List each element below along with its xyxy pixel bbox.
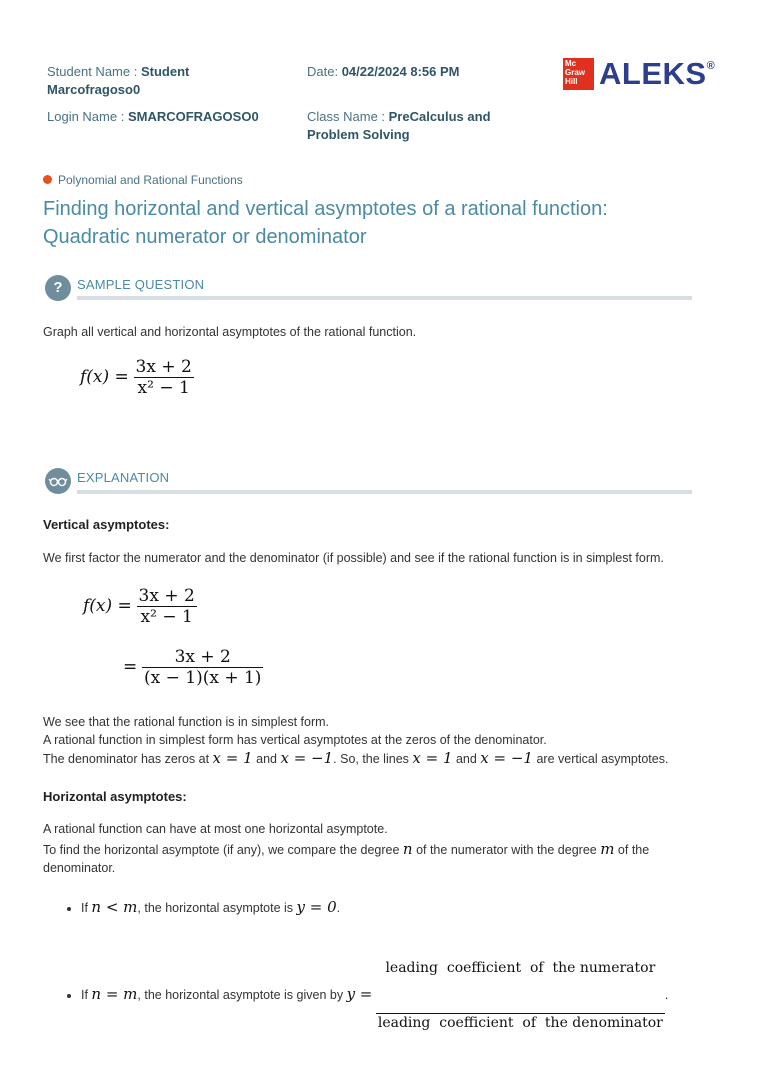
text-span: , the horizontal asymptote is: [137, 901, 297, 915]
text-span: To find the horizontal asymptote (if any), we compare the degree: [43, 843, 403, 857]
horizontal-heading: Horizontal asymptotes:: [43, 789, 187, 804]
equation-equals: =: [123, 656, 138, 677]
equation-numerator: 3x + 2: [138, 586, 195, 606]
text-span: and: [252, 752, 281, 766]
math-expression: m: [600, 840, 615, 858]
aleks-logo: [599, 56, 715, 92]
explanation-paragraph: [43, 713, 743, 768]
logo-line: Hill: [565, 77, 578, 86]
math-expression: n < m: [91, 898, 138, 916]
equation-lhs: f(x) =: [83, 595, 132, 616]
student-name: [47, 63, 277, 99]
vertical-heading: Vertical asymptotes:: [43, 517, 170, 532]
fraction-numerator: leading coefficient of the numerator: [385, 960, 656, 976]
login-name: [47, 108, 297, 126]
degree-compare-text: [43, 840, 723, 877]
section-divider: [77, 490, 692, 494]
logo-line: Graw: [565, 68, 586, 77]
equation-lhs: f(x) =: [80, 366, 129, 387]
factor-equation-2: [123, 647, 263, 688]
rules-list: [63, 898, 753, 1074]
math-expression: y =: [346, 984, 373, 1003]
equation-fraction: [134, 357, 194, 398]
topic-dot-icon: [43, 175, 52, 184]
equation-denominator: x² − 1: [134, 377, 194, 398]
equation-denominator: x² − 1: [137, 606, 197, 627]
math-expression: x = 1: [212, 749, 253, 767]
equation-numerator: 3x + 2: [135, 357, 192, 377]
text-span: The denominator has zeros at: [43, 752, 213, 766]
text-span: are vertical asymptotes.: [532, 752, 669, 766]
factor-equation-1: [83, 586, 197, 627]
math-expression: n: [402, 840, 413, 858]
math-expression: x = −1: [480, 749, 533, 767]
math-expression: x = 1: [412, 749, 453, 767]
mcgraw-hill-logo: [563, 58, 594, 90]
login-name-label: Login Name :: [47, 109, 128, 124]
equation-numerator: 3x + 2: [174, 647, 231, 667]
date-label: Date:: [307, 64, 342, 79]
class-name: [307, 108, 537, 144]
equation-fraction: [142, 647, 263, 688]
student-name-value: Student Marcofragoso0: [47, 64, 190, 97]
equation-fraction: [137, 586, 197, 627]
zeros-rule-text: A rational function in simplest form has vertical asymptotes at the zeros of the denominator.: [43, 733, 547, 747]
date: [307, 63, 547, 81]
vertical-intro: We first factor the numerator and the denominator (if possible) and see if the rational function is in simplest form.: [43, 551, 664, 565]
fraction-denominator: leading coefficient of the denominator: [377, 1015, 663, 1031]
aleks-logo-text: ALEKS: [599, 56, 707, 91]
math-expression: n = m: [91, 984, 138, 1003]
page-title: Finding horizontal and vertical asymptotes of a rational function: Quadratic numerator or denominator: [43, 198, 608, 248]
sample-equation: [80, 357, 194, 398]
leading-coefficient-fraction: [376, 923, 665, 1068]
class-name-label: Class Name :: [307, 109, 389, 124]
text-span: . So, the lines: [333, 752, 413, 766]
section-divider: [77, 296, 692, 300]
list-item: [81, 923, 753, 1068]
glasses-icon-svg: [45, 468, 71, 494]
list-item: [81, 898, 753, 917]
math-expression: y = 0: [296, 898, 337, 916]
text-span: .: [336, 901, 341, 915]
zeros-conclusion-text: [43, 749, 743, 768]
question-icon: ?: [45, 275, 71, 301]
date-value: 04/22/2024 8:56 PM: [341, 64, 460, 79]
topic-category: Polynomial and Rational Functions: [58, 173, 243, 187]
text-span: of the numerator with the degree: [412, 843, 601, 857]
registered-mark: ®: [706, 60, 716, 72]
text-span: .: [664, 987, 669, 1002]
text-span: of the denominator.: [43, 843, 650, 875]
math-expression: x = −1: [280, 749, 334, 767]
text-span: If: [81, 901, 92, 915]
login-name-value: SMARCOFRAGOSO0: [127, 109, 259, 124]
sample-question-label: SAMPLE QUESTION: [77, 277, 205, 292]
student-name-label: Student Name :: [47, 64, 141, 79]
at-most-one-text: A rational function can have at most one horizontal asymptote.: [43, 822, 388, 836]
horizontal-paragraph: [43, 820, 723, 877]
explanation-label: EXPLANATION: [77, 470, 170, 485]
text-span: , the horizontal asymptote is given by: [137, 987, 347, 1002]
simplest-form-text: We see that the rational function is in simplest form.: [43, 715, 330, 729]
logo-line: Mc: [565, 59, 577, 68]
glasses-icon: [45, 468, 71, 494]
sample-prompt: Graph all vertical and horizontal asymptotes of the rational function.: [43, 325, 417, 339]
equation-denominator: (x − 1)(x + 1): [143, 668, 262, 688]
text-span: If: [81, 987, 92, 1002]
class-name-value: PreCalculus and Problem Solving: [307, 109, 491, 142]
text-span: and: [452, 752, 481, 766]
